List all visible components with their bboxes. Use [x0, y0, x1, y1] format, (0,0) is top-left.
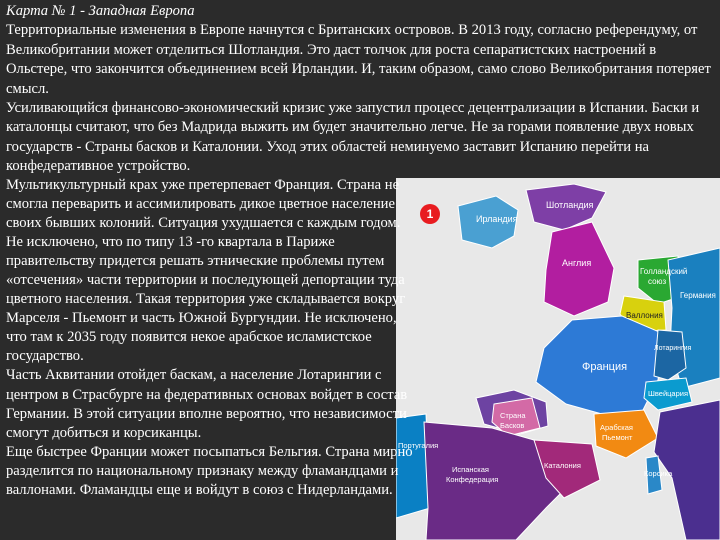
slide-title-line: [6, 2, 714, 21]
label-netherlands-union-2: союз: [648, 277, 667, 286]
paragraph-france: Мультикультурный крах уже претерпевает Франция. Страна не смогла переварить и ассимилировать дикое цветное население своих бывших колоний. Ситуация ухудшается с каждым годом. Не исключено, что по типу 13 -го квартала в Париже правительству придется решать этнические проблемы путем «отсечения» части территории и последующей депортации туда цветного населения. Такая территория уже складывается вокруг Марселя - Пьемонт и часть Южной Бургундии. Не исключено, что там к 2035 году появится некое арабское исламистское государство.: [6, 177, 406, 365]
top-text-block: [6, 2, 714, 177]
label-lorraine: Лотарингия: [654, 345, 692, 352]
paragraph-belgium: Еще быстрее Франции может посыпаться Бельгия. Страна мирно разделится по национальному признаку между фламандцами и валлонами. Фламандцы еще и войдут в союз с Нидерландами.: [6, 443, 413, 498]
slide-title: Карта № 1 - Западная Европа: [6, 3, 195, 19]
left-text-block: [6, 176, 416, 500]
label-switzerland: Швейцария: [648, 389, 689, 398]
label-basque-1: Страна: [500, 411, 526, 420]
label-germany: Германия: [680, 291, 716, 300]
label-wallonia: Валлония: [626, 311, 663, 320]
paragraph-spain: Усиливающийся финансово-экономический кризис уже запустил процесс децентрализации в Испании. Баски и каталонцы считают, что без Мадрида выжить им будет значительно легче. Не за горами появление двух новых государств - Страны басков и Каталонии. Уход этих областей неминуемо заставит Испанию перейти на конфедеративное устройство.: [6, 100, 700, 175]
label-catalonia: Каталония: [544, 461, 581, 470]
label-spain-1: Испанская: [452, 465, 489, 474]
label-france: Франция: [582, 361, 628, 373]
western-europe-map: [396, 178, 720, 540]
label-ireland: Ирландия: [476, 214, 518, 224]
label-portugal: Португалия: [398, 441, 439, 450]
paragraph-britain: Территориальные изменения в Европе начнутся с Британских островов. В 2013 году, согласно референдуму, от Великобритании может отделиться Шотландия. Это даст толчок для роста сепаратистских настроений в Ольстере, что закончится объединением всей Ирландии. И, таким образом, само слово Великобритания потеряет смысл.: [6, 22, 711, 97]
label-basque-2: Басков: [500, 421, 525, 430]
label-arab-1: Арабская: [600, 423, 633, 432]
paragraph-aquitaine: Часть Аквитании отойдет баскам, а население Лотарингии с центром в Страсбурге на федеративных основах войдет в состав Германии. В этой ситуации вполне вероятно, что независимости смогут добиться и корсиканцы.: [6, 367, 408, 441]
map-number-marker-label: 1: [426, 207, 434, 221]
label-scotland: Шотландия: [546, 200, 594, 210]
label-corsica: Корсика: [644, 469, 673, 478]
label-netherlands-union-1: Голландский: [640, 267, 688, 276]
label-spain-2: Конфедерация: [446, 475, 499, 484]
label-england: Англия: [562, 258, 592, 268]
label-arab-2: Пьемонт: [602, 433, 633, 442]
